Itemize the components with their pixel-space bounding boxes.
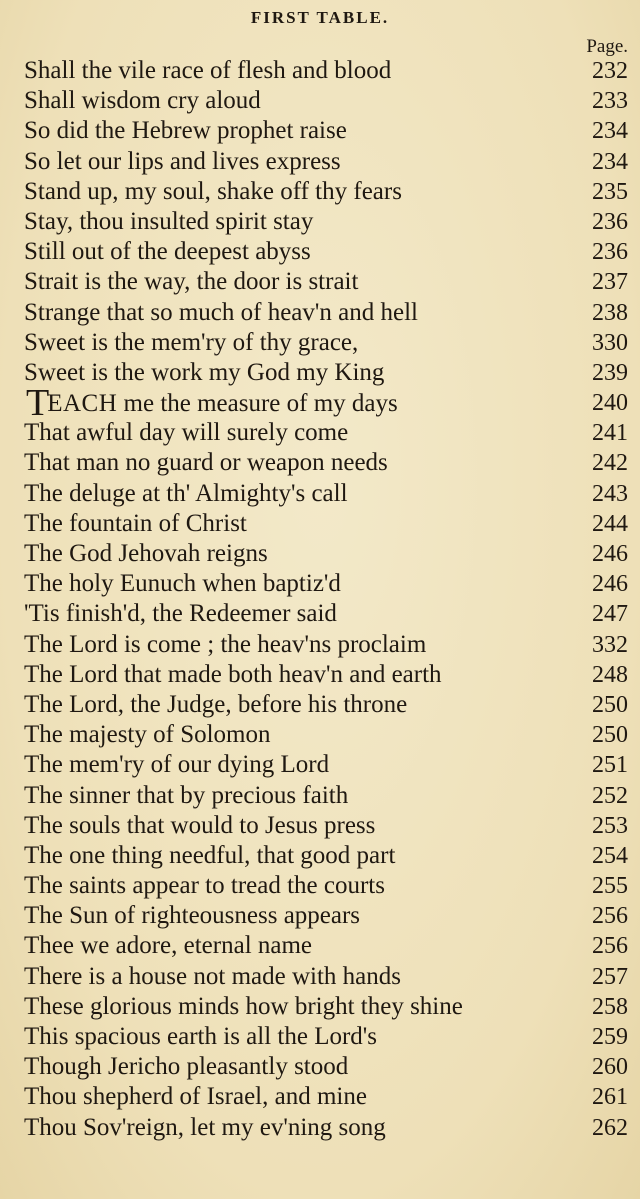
page-number: 330 [592,329,628,356]
index-entry [0,962,640,992]
index-entry [0,298,640,328]
first-line: The majesty of Solomon [24,721,271,749]
page-number: 239 [592,359,628,386]
first-line: Still out of the deepest abyss [24,238,311,266]
first-line: Stand up, my soul, shake off thy fears [24,177,402,205]
page-number: 258 [592,993,628,1020]
first-line-rest: me the measure of my days [117,390,398,418]
first-line: The saints appear to tread the courts [24,872,385,900]
first-line: The Lord that made both heav'n and earth [24,660,442,688]
index-entry [0,781,640,811]
first-line: The holy Eunuch when baptiz'd [24,570,341,598]
first-line: Strange that so much of heav'n and hell [24,298,418,326]
first-line: This spacious earth is all the Lord's [24,1023,378,1050]
index-entry [0,750,640,780]
page-number: 253 [592,812,628,839]
index-entry-section-start [0,382,640,425]
index-entry [0,56,640,86]
index-entry [0,931,640,961]
first-line: The fountain of Christ [24,509,247,537]
index-entry [0,86,640,116]
index-entry [0,539,640,569]
index-entry [0,992,640,1022]
index-entry [0,630,640,660]
page-number: 246 [592,571,628,598]
page-number: 233 [592,88,628,115]
first-line: That awful day will surely come [24,419,349,447]
page-number: 259 [592,1024,628,1050]
page-number: 232 [592,58,628,84]
page-number: 262 [592,1114,628,1141]
page-number: 237 [592,269,628,296]
index-entry [0,418,640,448]
page-number: 250 [592,722,628,749]
index-entry [0,690,640,720]
first-line: Strait is the way, the door is strait [24,268,359,296]
page-number: 240 [592,390,628,417]
page-number: 257 [592,963,628,990]
index-entry [0,116,640,146]
first-line: Shall wisdom cry aloud [24,87,261,115]
first-line: Thou Sov'reign, let my ev'ning song [24,1113,386,1141]
index-entry [0,358,640,388]
first-line: That man no guard or weapon needs [24,449,388,477]
first-line: Thee we adore, eternal name [24,932,313,960]
index-entry [0,207,640,237]
first-line: The souls that would to Jesus press [24,811,376,839]
index-entry [0,720,640,750]
first-line: So let our lips and lives express [24,147,341,175]
index-entry [0,177,640,207]
page-number: 243 [592,480,628,507]
page-number: 256 [592,903,628,930]
first-line: The one thing needful, that good part [24,841,396,869]
index-entry [0,237,640,267]
page-number: 234 [592,118,628,145]
page-number: 242 [592,450,628,477]
index-entry [0,509,640,539]
page-number: 254 [592,842,628,869]
first-line: Shall the vile race of flesh and blood [24,57,392,84]
first-line: Sweet is the work my God my King [24,358,385,386]
index-entry [0,479,640,509]
page-number: 244 [592,510,628,537]
first-line: Though Jericho pleasantly stood [24,1053,349,1081]
page-number: 236 [592,239,628,266]
first-line: The Lord, the Judge, before his throne [24,690,408,718]
index-entry [0,328,640,358]
first-line: Thou shepherd of Israel, and mine [24,1083,367,1111]
page-number: 261 [592,1084,628,1111]
first-line: These glorious minds how bright they shine [24,992,463,1020]
index-entry [0,267,640,297]
page-number: 256 [592,933,628,960]
first-line: So did the Hebrew prophet raise [24,117,347,145]
index-entry [0,660,640,690]
page-number: 332 [592,631,628,658]
first-line: Stay, thou insulted spirit stay [24,207,314,235]
first-line: The mem'ry of our dying Lord [24,751,330,779]
first-line: The Sun of righteousness appears [24,902,361,930]
page-number: 241 [592,420,628,447]
first-line: The Lord is come ; the heav'ns proclaim [24,630,427,658]
index-entry [0,871,640,901]
page-number: 250 [592,691,628,718]
page-number: 234 [592,148,628,175]
first-line: The deluge at th' Almighty's call [24,479,348,507]
capitalized-word: EACH [47,390,118,418]
index-entry [0,841,640,871]
page-column-label: Page. [586,36,628,57]
first-line: Sweet is the mem'ry of thy grace, [24,328,359,356]
index-entry [0,448,640,478]
first-line: The God Jehovah reigns [24,540,268,567]
index-entry [0,599,640,629]
index-entry [0,147,640,177]
index-entry [0,901,640,931]
index-list [0,56,640,1143]
index-entry [0,1082,640,1112]
index-entry [0,1022,640,1052]
page-number: 247 [592,601,628,628]
first-line: 'Tis finish'd, the Redeemer said [24,600,337,628]
page-number: 235 [592,178,628,205]
page-header: FIRST TABLE. [250,8,390,27]
index-entry [0,811,640,841]
page-number: 251 [592,752,628,779]
page-number: 252 [592,782,628,809]
index-entry [0,1113,640,1143]
index-entry [0,569,640,599]
first-line: There is a house not made with hands [24,962,401,990]
index-entry [0,1052,640,1082]
page-number: 255 [592,873,628,900]
page-number: 236 [592,208,628,235]
page-number: 246 [592,541,628,567]
drop-cap: T [26,382,50,425]
first-line [26,382,398,425]
page-number: 238 [592,299,628,326]
page-number: 260 [592,1054,628,1081]
first-line: The sinner that by precious faith [24,781,349,809]
page-number: 248 [592,661,628,688]
